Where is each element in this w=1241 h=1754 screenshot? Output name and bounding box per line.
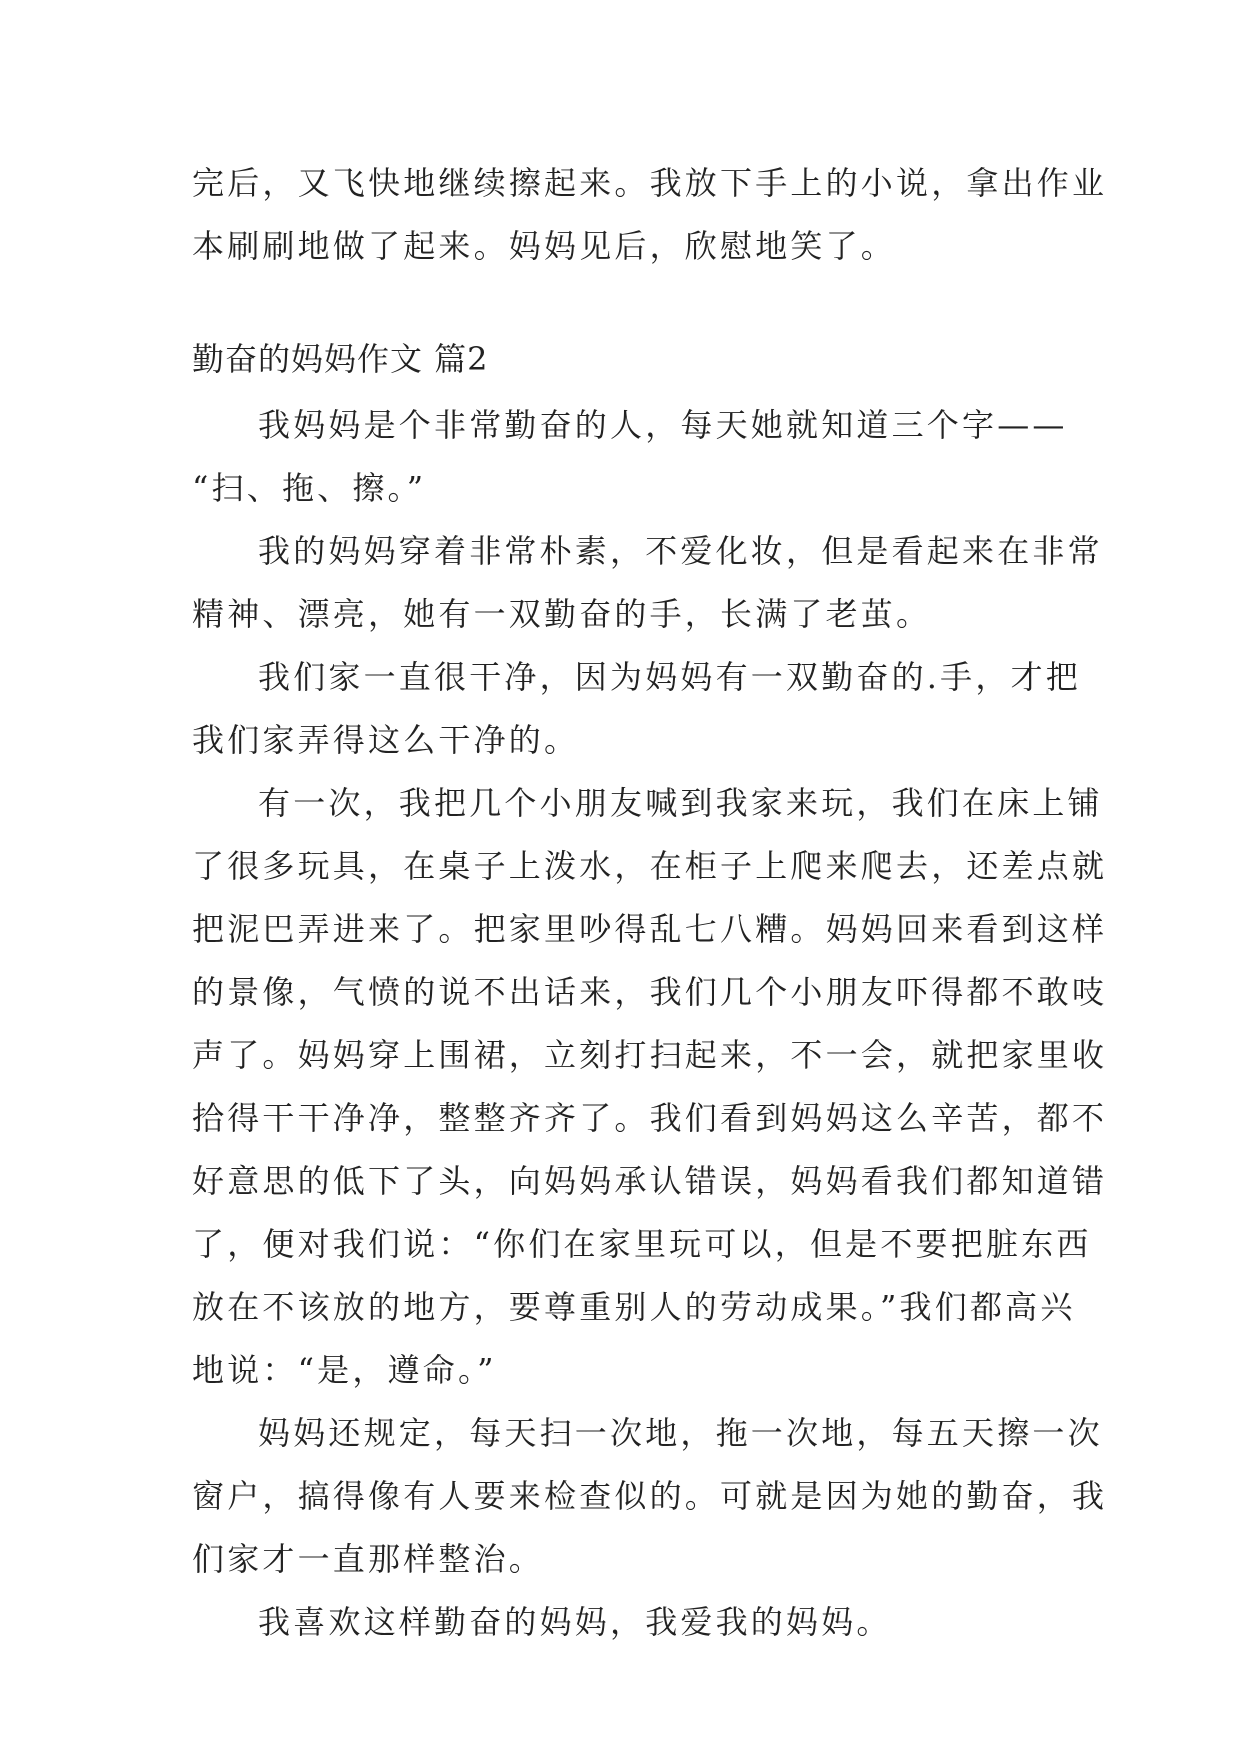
- paragraph-first-line: 我妈妈是个非常勤奋的人，每天她就知道三个字——: [258, 406, 1068, 444]
- paragraph-first-line: 我喜欢这样勤奋的妈妈，我爱我的妈妈。: [258, 1603, 892, 1641]
- essay-body: [192, 394, 1108, 1654]
- text-line: 好意思的低下了头，向妈妈承认错误，妈妈看我们都知道错: [192, 1162, 1108, 1200]
- paragraph-first-line: 有一次，我把几个小朋友喊到我家来玩，我们在床上铺: [258, 784, 1103, 822]
- text-line: 精神、漂亮，她有一双勤奋的手，长满了老茧。: [192, 595, 932, 633]
- text-line: 我们家弄得这么干净的。: [192, 721, 580, 759]
- text-line: 把泥巴弄进来了。把家里吵得乱七八糟。妈妈回来看到这样: [192, 910, 1108, 948]
- paragraph-first-line: 妈妈还规定，每天扫一次地，拖一次地，每五天擦一次: [258, 1414, 1103, 1452]
- text-line: 拾得干干净净，整整齐齐了。我们看到妈妈这么辛苦，都不: [192, 1099, 1108, 1137]
- text-line: 了，便对我们说：“你们在家里玩可以，但是不要把脏东西: [192, 1225, 1092, 1263]
- paragraph-first-line: 我们家一直很干净，因为妈妈有一双勤奋的.手，才把: [258, 658, 1081, 696]
- text-line: 放在不该放的地方，要尊重别人的劳动成果。”我们都高兴: [192, 1288, 1076, 1326]
- text-line: “扫、拖、擦。”: [192, 469, 427, 507]
- section-heading: 勤奋的妈妈作文 篇2: [192, 340, 489, 378]
- text-line: 窗户，搞得像有人要来检查似的。可就是因为她的勤奋，我: [192, 1477, 1108, 1515]
- text-line: 的景像，气愤的说不出话来，我们几个小朋友吓得都不敢吱: [192, 973, 1108, 1011]
- text-line: 声了。妈妈穿上围裙，立刻打扫起来，不一会，就把家里收: [192, 1036, 1108, 1074]
- continuation-paragraph: [192, 152, 1108, 278]
- text-line: 完后，又飞快地继续擦起来。我放下手上的小说，拿出作业: [192, 164, 1108, 202]
- text-line: 们家才一直那样整治。: [192, 1540, 545, 1578]
- paragraph-first-line: 我的妈妈穿着非常朴素，不爱化妆，但是看起来在非常: [258, 532, 1103, 570]
- text-line: 本刷刷地做了起来。妈妈见后，欣慰地笑了。: [192, 227, 897, 265]
- text-line: 地说：“是，遵命。”: [192, 1351, 497, 1389]
- text-line: 了很多玩具，在桌子上泼水，在柜子上爬来爬去，还差点就: [192, 847, 1108, 885]
